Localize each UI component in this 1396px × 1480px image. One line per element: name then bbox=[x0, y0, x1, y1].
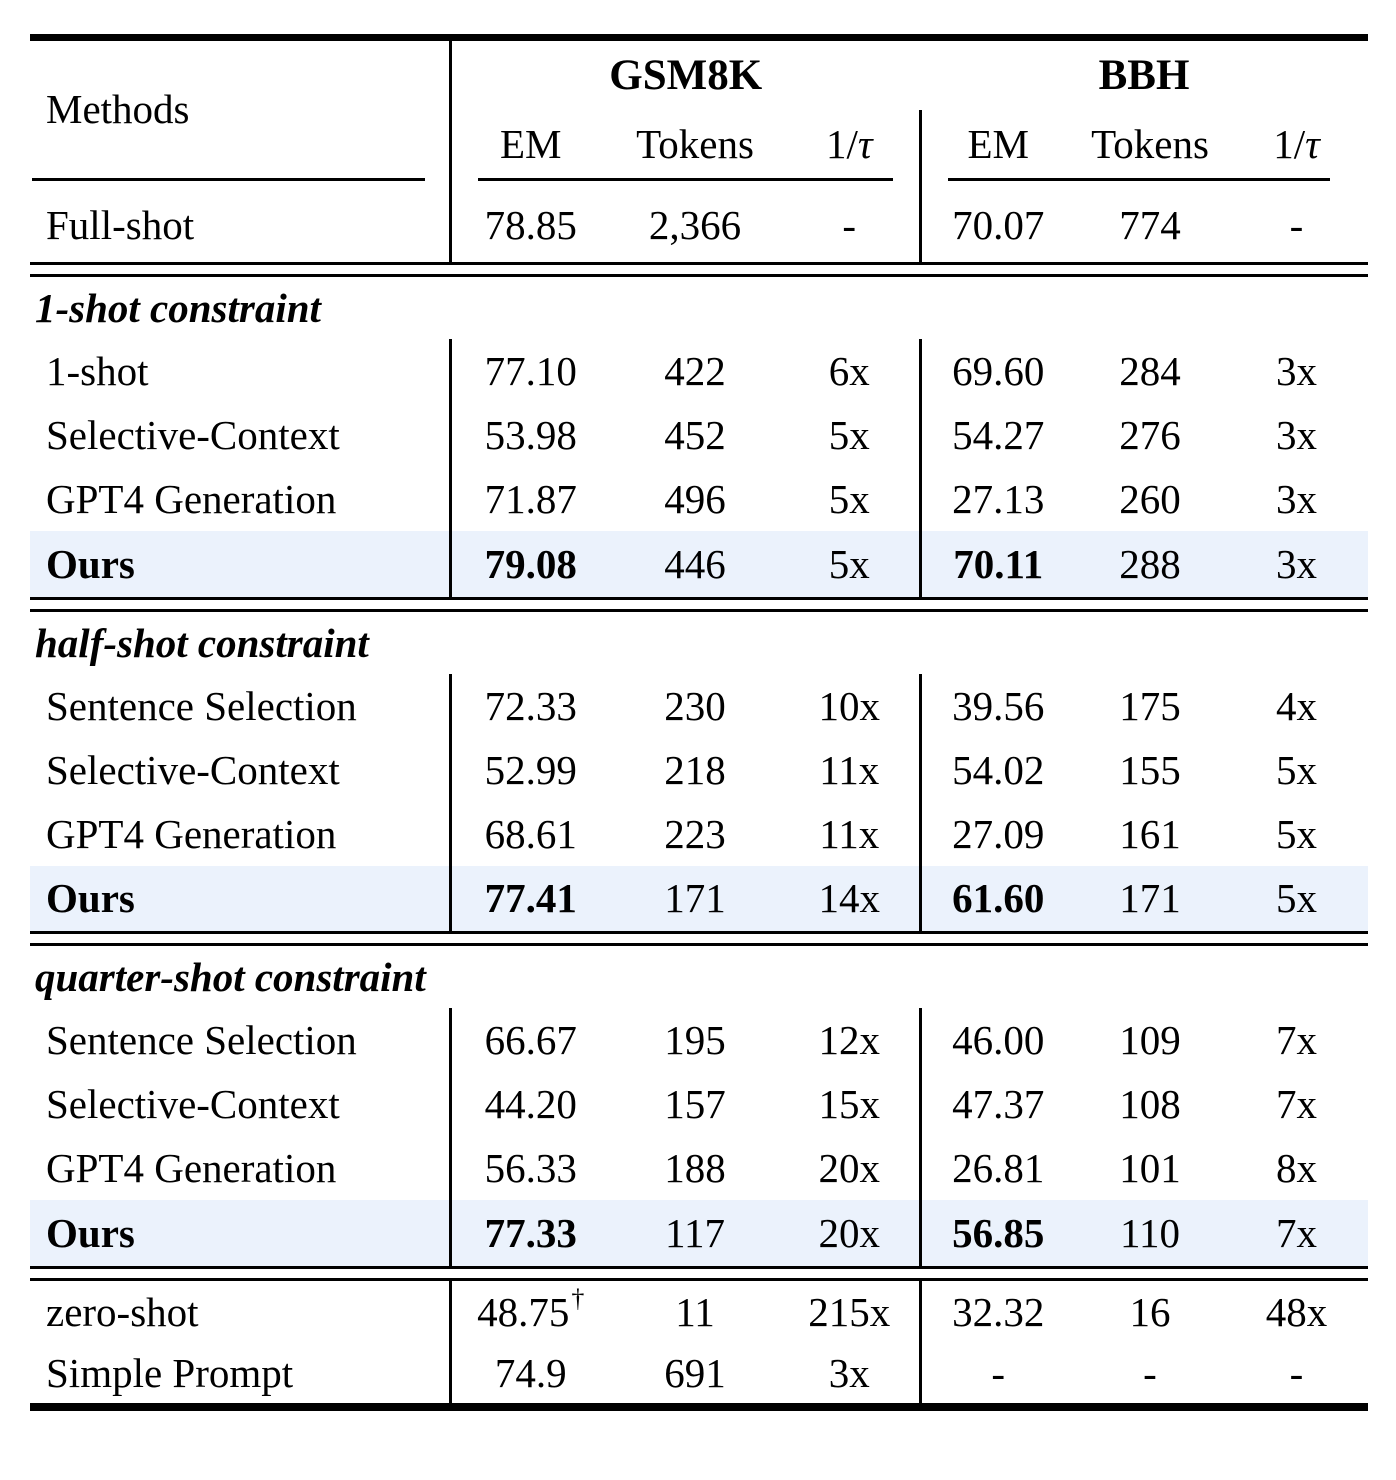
method-cell: Full-shot bbox=[30, 188, 450, 264]
value-cell: 8x bbox=[1276, 1145, 1317, 1191]
value-cell: 5x bbox=[780, 531, 920, 598]
value-cell: 20x bbox=[780, 1136, 920, 1200]
value-cell: 27.09 bbox=[952, 810, 1045, 857]
value-cell: 32.32 bbox=[952, 1288, 1045, 1335]
value-cell: 77.33 bbox=[484, 1209, 577, 1256]
method-cell: Ours bbox=[30, 1200, 450, 1267]
value-cell: 3x bbox=[780, 1343, 920, 1407]
cmidrule-bbh bbox=[920, 178, 1368, 188]
table-row bbox=[30, 1072, 1368, 1136]
value-cell: 171 bbox=[664, 875, 726, 922]
value-cell: 11 bbox=[675, 1288, 715, 1335]
cmidrule-gsm8k bbox=[450, 178, 920, 188]
value-cell: 7x bbox=[1276, 1017, 1317, 1063]
value-cell: 16 bbox=[1129, 1288, 1171, 1335]
value-cell: 61.60 bbox=[952, 875, 1045, 922]
value-cell bbox=[450, 1279, 610, 1343]
dagger-note: † bbox=[571, 1284, 585, 1314]
value-cell: 5x bbox=[1276, 746, 1317, 793]
value-cell: 108 bbox=[1119, 1081, 1181, 1127]
value-cell: 77.10 bbox=[484, 348, 577, 394]
col-header-ratio-bbh bbox=[1225, 110, 1368, 178]
method-cell: GPT4 Generation bbox=[30, 467, 450, 531]
group-header-gsm8k: GSM8K bbox=[609, 51, 763, 99]
method-cell: Sentence Selection bbox=[30, 1008, 450, 1072]
value-cell: - bbox=[780, 188, 920, 264]
value-cell: - bbox=[991, 1350, 1006, 1396]
value-cell: 4x bbox=[1276, 682, 1317, 729]
row-ours-highlighted bbox=[30, 1200, 1368, 1267]
value-cell: 77.41 bbox=[484, 875, 577, 922]
value-cell: 5x bbox=[1276, 875, 1317, 922]
value-cell: 7x bbox=[1276, 1209, 1317, 1256]
value-cell: 3x bbox=[1276, 540, 1317, 587]
table-row bbox=[30, 1136, 1368, 1200]
col-header-ratio-gsm8k bbox=[780, 110, 920, 178]
value-cell: 72.33 bbox=[484, 682, 577, 729]
value-cell: 26.81 bbox=[952, 1145, 1045, 1191]
value-cell: 27.13 bbox=[952, 476, 1045, 522]
value-cell: 117 bbox=[665, 1209, 725, 1256]
value-cell: 284 bbox=[1119, 348, 1181, 394]
value-cell: - bbox=[1289, 1350, 1304, 1396]
section-label: 1-shot constraint bbox=[35, 285, 321, 331]
method-cell: zero-shot bbox=[30, 1279, 450, 1343]
group-header-bbh: BBH bbox=[1098, 51, 1190, 99]
value-cell: 774 bbox=[1119, 201, 1181, 248]
paper-table-figure bbox=[30, 34, 1368, 1411]
value-cell: 47.37 bbox=[952, 1081, 1045, 1127]
value-cell: 79.08 bbox=[484, 540, 577, 587]
value-cell: 260 bbox=[1119, 476, 1181, 522]
value-cell: 195 bbox=[664, 1017, 726, 1063]
value-cell: 5x bbox=[780, 467, 920, 531]
col-header-tokens-gsm8k: Tokens bbox=[636, 120, 754, 167]
col-header-em-gsm8k: EM bbox=[500, 120, 562, 167]
method-cell: Selective-Context bbox=[30, 403, 450, 467]
row-ours-highlighted bbox=[30, 866, 1368, 933]
row-ours-highlighted bbox=[30, 531, 1368, 598]
section-header-halfshot bbox=[30, 610, 1368, 674]
value-cell: 110 bbox=[1120, 1209, 1180, 1256]
value-cell: 157 bbox=[664, 1081, 726, 1127]
value-cell: 12x bbox=[780, 1008, 920, 1072]
table-row bbox=[30, 674, 1368, 738]
table-row bbox=[30, 339, 1368, 403]
value-cell: 68.61 bbox=[484, 810, 577, 857]
tau-symbol: τ bbox=[1305, 120, 1320, 167]
value-cell: 71.87 bbox=[484, 476, 577, 522]
double-rule bbox=[30, 933, 1368, 945]
col-header-tokens-bbh: Tokens bbox=[1091, 120, 1209, 167]
value-cell: 109 bbox=[1119, 1017, 1181, 1063]
value-cell: 56.85 bbox=[952, 1209, 1045, 1256]
value-cell: 223 bbox=[664, 810, 726, 857]
double-rule bbox=[30, 264, 1368, 276]
method-cell: GPT4 Generation bbox=[30, 1136, 450, 1200]
section-header-quartershot bbox=[30, 945, 1368, 1009]
method-cell: Sentence Selection bbox=[30, 674, 450, 738]
value-cell: 78.85 bbox=[484, 201, 577, 248]
col-header-methods: Methods bbox=[30, 38, 450, 178]
value-cell: 161 bbox=[1119, 810, 1181, 857]
value-cell: - bbox=[1143, 1350, 1157, 1396]
value-cell: 11x bbox=[780, 738, 920, 802]
tau-symbol: τ bbox=[857, 120, 873, 167]
value-cell: 48x bbox=[1265, 1288, 1328, 1335]
value-cell: 74.9 bbox=[494, 1350, 567, 1396]
value-cell: 53.98 bbox=[484, 412, 577, 458]
method-cell: Selective-Context bbox=[30, 1072, 450, 1136]
double-rule bbox=[30, 1267, 1368, 1279]
value-cell: 446 bbox=[664, 540, 726, 587]
value-cell: 20x bbox=[780, 1200, 920, 1267]
results-table bbox=[30, 34, 1368, 1411]
method-cell: Simple Prompt bbox=[30, 1343, 450, 1407]
value-cell: 11x bbox=[780, 802, 920, 866]
value-cell: 496 bbox=[664, 476, 726, 522]
cmidrule-row bbox=[30, 178, 1368, 188]
cmidrule-methods bbox=[30, 178, 450, 188]
table-row bbox=[30, 467, 1368, 531]
em-value: 48.75 bbox=[477, 1288, 570, 1335]
row-full-shot bbox=[30, 188, 1368, 264]
method-cell: Selective-Context bbox=[30, 738, 450, 802]
value-cell: 3x bbox=[1276, 476, 1317, 522]
row-zero-shot bbox=[30, 1279, 1368, 1343]
method-cell: GPT4 Generation bbox=[30, 802, 450, 866]
method-cell: Ours bbox=[30, 531, 450, 598]
value-cell: 14x bbox=[780, 866, 920, 933]
table-row bbox=[30, 738, 1368, 802]
method-cell: Ours bbox=[30, 866, 450, 933]
value-cell: 5x bbox=[1276, 810, 1317, 857]
row-simple-prompt bbox=[30, 1343, 1368, 1407]
ratio-prefix: 1/ bbox=[825, 120, 858, 167]
value-cell: 215x bbox=[780, 1279, 920, 1343]
value-cell: - bbox=[1289, 201, 1304, 248]
value-cell: 54.27 bbox=[952, 412, 1045, 458]
method-cell: 1-shot bbox=[30, 339, 450, 403]
value-cell: 52.99 bbox=[484, 746, 577, 793]
table-row bbox=[30, 403, 1368, 467]
col-header-em-bbh: EM bbox=[967, 120, 1029, 167]
value-cell: 44.20 bbox=[484, 1081, 577, 1127]
value-cell: 230 bbox=[664, 682, 726, 729]
value-cell: 288 bbox=[1119, 540, 1181, 587]
value-cell: 54.02 bbox=[952, 746, 1045, 793]
value-cell: 70.11 bbox=[953, 540, 1044, 587]
value-cell: 691 bbox=[664, 1350, 726, 1396]
value-cell: 188 bbox=[664, 1145, 726, 1191]
value-cell: 276 bbox=[1119, 412, 1181, 458]
ratio-prefix: 1/ bbox=[1273, 120, 1306, 167]
section-label: quarter-shot constraint bbox=[35, 954, 426, 1000]
value-cell: 46.00 bbox=[952, 1017, 1045, 1063]
value-cell: 66.67 bbox=[484, 1017, 577, 1063]
value-cell: 171 bbox=[1119, 875, 1181, 922]
value-cell: 218 bbox=[664, 746, 726, 793]
section-header-1shot bbox=[30, 276, 1368, 340]
value-cell: 3x bbox=[1276, 348, 1317, 394]
value-cell: 5x bbox=[780, 403, 920, 467]
table-row bbox=[30, 802, 1368, 866]
value-cell: 452 bbox=[664, 412, 726, 458]
header-row-groups bbox=[30, 38, 1368, 110]
value-cell: 2,366 bbox=[648, 201, 742, 248]
double-rule bbox=[30, 598, 1368, 610]
value-cell: 101 bbox=[1119, 1145, 1181, 1191]
value-cell: 6x bbox=[780, 339, 920, 403]
value-cell: 39.56 bbox=[952, 682, 1045, 729]
value-cell: 175 bbox=[1119, 682, 1181, 729]
value-cell: 15x bbox=[780, 1072, 920, 1136]
value-cell: 3x bbox=[1276, 412, 1317, 458]
value-cell: 69.60 bbox=[952, 348, 1045, 394]
table-row bbox=[30, 1008, 1368, 1072]
value-cell: 7x bbox=[1276, 1081, 1317, 1127]
value-cell: 56.33 bbox=[484, 1145, 577, 1191]
section-label: half-shot constraint bbox=[35, 619, 369, 666]
value-cell: 422 bbox=[664, 348, 726, 394]
value-cell: 10x bbox=[780, 674, 920, 738]
value-cell: 70.07 bbox=[952, 201, 1045, 248]
value-cell: 155 bbox=[1119, 746, 1181, 793]
